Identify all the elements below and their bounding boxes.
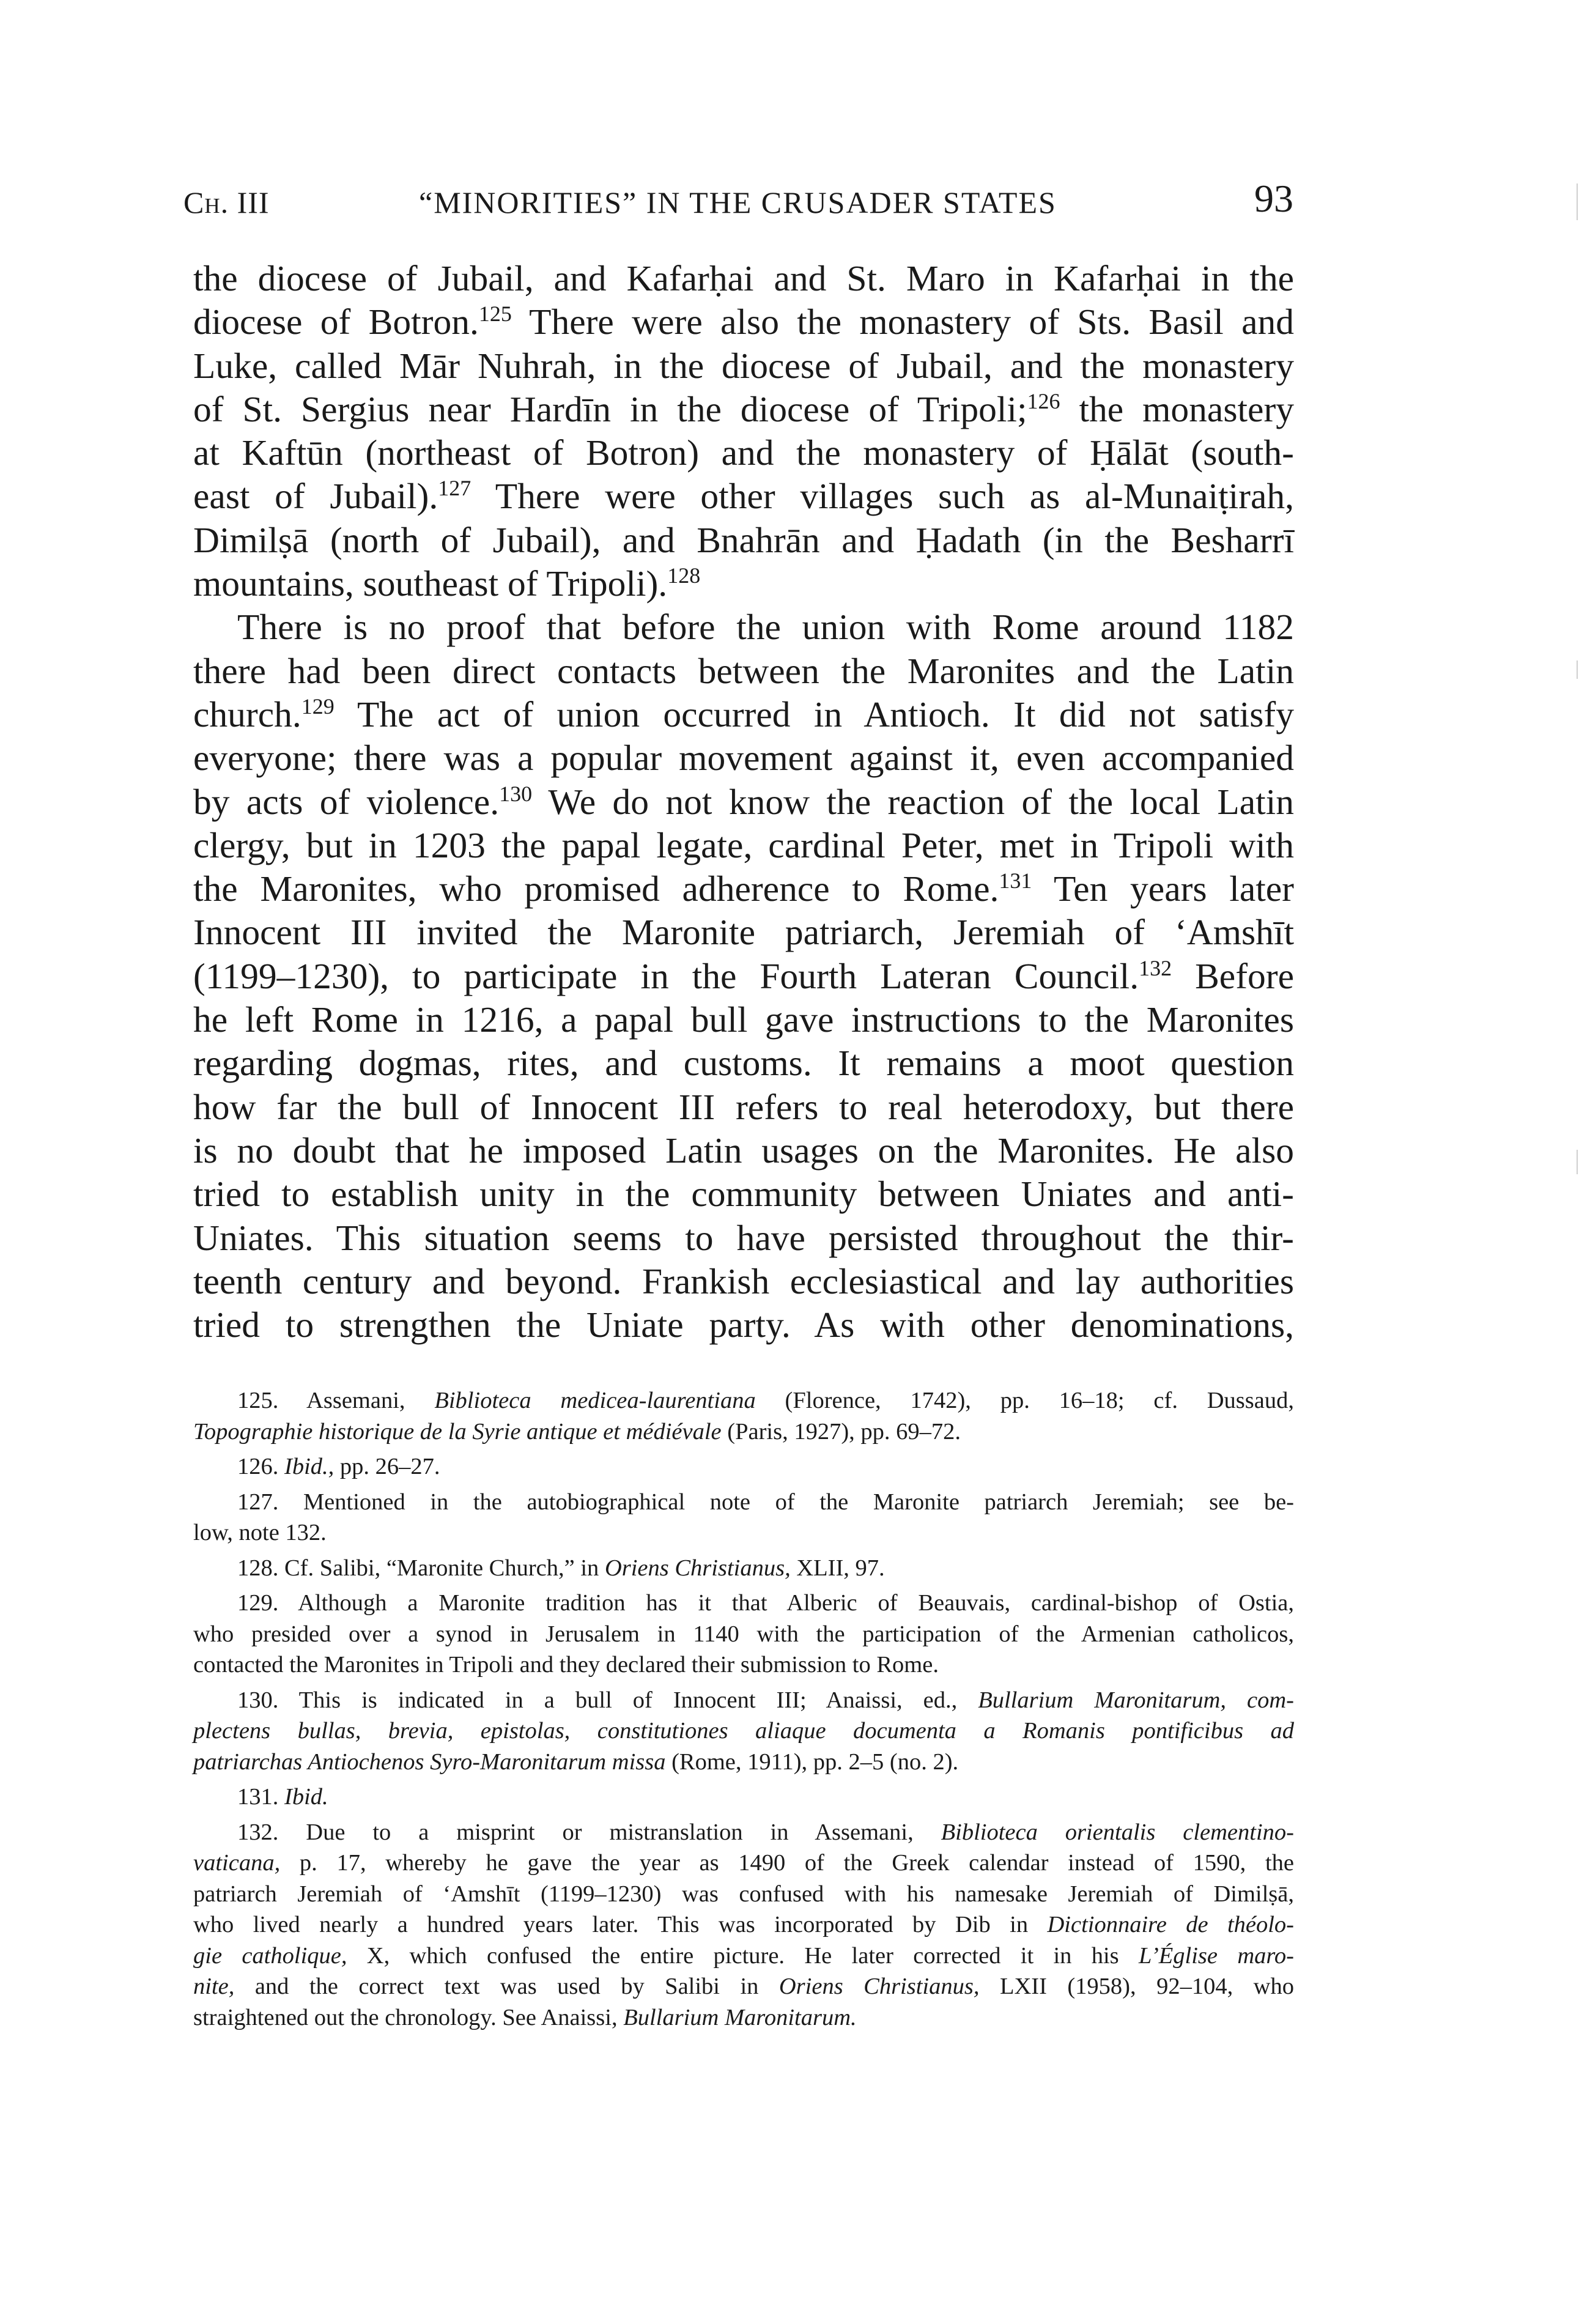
footnote-text: 130. This is indicated in a bull of Innocent III; Anaissi, ed., xyxy=(237,1687,978,1713)
text-line xyxy=(193,1260,1294,1303)
text-run: There were also the monastery of Sts. Basil and xyxy=(511,302,1294,342)
citation-title: Biblioteca medicea-laurentiana xyxy=(434,1388,756,1413)
footnote-text: 128. Cf. Salibi, “Maronite Church,” in xyxy=(237,1555,605,1581)
footnote-text: XLII, 97. xyxy=(790,1555,885,1581)
footnote-spacer xyxy=(193,1549,1294,1553)
citation-title: L’Église maro- xyxy=(1138,1942,1294,1969)
text-run: at Kaftūn (northeast of Botron) and the monastery of Ḥālāt (south- xyxy=(193,432,1294,473)
citation-title: vaticana, xyxy=(193,1850,281,1876)
footnote-text: 125. Assemani, xyxy=(237,1388,435,1413)
text-run: Before xyxy=(1172,955,1294,996)
text-run: Dimilṣā (north of Jubail), and Bnahrān and Ḥadath (in the Besharrī xyxy=(193,519,1294,560)
footnote-text: who presided over a synod in Jerusalem in 1140 with the participation of the Armenian catholicos, xyxy=(193,1621,1294,1647)
footnote-line xyxy=(193,1685,1294,1716)
text-line xyxy=(193,475,1294,518)
text-line xyxy=(193,649,1294,693)
footnote-text: low, note 132. xyxy=(193,1520,327,1545)
citation-title: Bullarium Maronitarum. xyxy=(623,2004,857,2030)
footnote-text: 131. xyxy=(237,1784,284,1810)
footnote-reference[interactable]: 132 xyxy=(1139,955,1172,980)
text-run: regarding dogmas, rites, and customs. It remains a moot question xyxy=(193,1043,1294,1084)
text-run: Innocent III invited the Maronite patriarch, Jeremiah of ‘Amshīt xyxy=(193,912,1294,953)
footnote-line xyxy=(193,1487,1294,1518)
footnote-line xyxy=(193,1817,1294,1848)
text-line xyxy=(193,388,1294,431)
text-run: there had been direct contacts between the Maronites and the Latin xyxy=(193,650,1294,691)
text-run: (1199–1230), to participate in the Fourth Lateran Council. xyxy=(193,955,1139,996)
footnote-line xyxy=(193,1649,1294,1681)
footnote-128 xyxy=(193,1553,1294,1584)
footnote-reference[interactable]: 125 xyxy=(478,302,512,327)
footnote-reference[interactable]: 131 xyxy=(999,868,1032,894)
footnote-spacer xyxy=(193,1583,1294,1588)
footnote-text: 126. xyxy=(237,1454,284,1479)
citation-title: plectens bullas, brevia, epistolas, constitutiones aliaque documenta a Romanis pontificibus ad xyxy=(193,1718,1294,1744)
text-run: of St. Sergius near Hardīn in the diocese of Tripoli; xyxy=(193,388,1027,429)
text-line xyxy=(193,867,1294,911)
footnote-text: pp. 26–27. xyxy=(334,1454,440,1479)
footnote-text: contacted the Maronites in Tripoli and they declared their submission to Rome. xyxy=(193,1652,939,1678)
text-run: the monastery xyxy=(1060,388,1295,429)
page-number: 93 xyxy=(1254,177,1293,220)
footnote-126 xyxy=(193,1451,1294,1482)
footnote-spacer xyxy=(193,1482,1294,1487)
citation-title: nite, xyxy=(193,1974,235,1999)
footnote-spacer xyxy=(193,1813,1294,1817)
footnote-line xyxy=(193,1517,1294,1549)
text-line xyxy=(193,824,1294,867)
footnote-line xyxy=(193,1971,1294,2002)
text-run: church. xyxy=(193,694,301,735)
footnote-line xyxy=(193,1416,1294,1448)
footnote-text: 127. Mentioned in the autobiographical note of the Maronite patriarch Jeremiah; see be- xyxy=(237,1489,1294,1515)
main-text xyxy=(193,257,1294,1347)
footnote-line xyxy=(193,1385,1294,1416)
text-run: he left Rome in 1216, a papal bull gave instructions to the Maronites xyxy=(193,999,1294,1040)
citation-title: Topographie historique de la Syrie antique et médiévale xyxy=(193,1418,722,1445)
text-run: Luke, called Mār Nuhrah, in the diocese of Jubail, and the monastery xyxy=(193,345,1294,386)
text-line xyxy=(193,1303,1294,1347)
text-line xyxy=(193,1172,1294,1216)
text-run: the Maronites, who promised adherence to Rome. xyxy=(193,868,999,909)
text-line xyxy=(193,911,1294,954)
text-line xyxy=(193,562,1294,605)
text-run: Ten years later xyxy=(1032,868,1294,909)
footnote-spacer xyxy=(193,1681,1294,1685)
citation-title: patriarchas Antiochenos Syro-Maronitarum missa xyxy=(193,1749,666,1775)
footnote-131 xyxy=(193,1782,1294,1813)
text-run: tried to establish unity in the community between Uniates and anti- xyxy=(193,1174,1294,1215)
footnote-text: (Rome, 1911), pp. 2–5 (no. 2). xyxy=(665,1749,959,1775)
footnote-reference[interactable]: 130 xyxy=(499,781,533,806)
footnote-line xyxy=(193,1747,1294,1778)
footnote-line xyxy=(193,1715,1294,1747)
text-line xyxy=(193,693,1294,736)
text-line xyxy=(193,998,1294,1042)
footnote-text: X, which confused the entire picture. He later corrected it in his xyxy=(347,1942,1139,1969)
footnote-line xyxy=(193,1553,1294,1584)
chapter-label: Ch. III xyxy=(183,185,270,220)
text-line xyxy=(193,1129,1294,1172)
footnote-125 xyxy=(193,1385,1294,1447)
text-run: east of Jubail). xyxy=(193,476,438,517)
text-line xyxy=(193,1216,1294,1260)
footnote-text: LXII (1958), 92–104, who xyxy=(979,1974,1294,1999)
text-line xyxy=(193,431,1294,475)
footnote-text: and the correct text was used by Salibi in xyxy=(234,1974,779,1999)
text-run: the diocese of Jubail, and Kafarḥai and St. Maro in Kafarḥai in the xyxy=(193,258,1294,298)
footnote-130 xyxy=(193,1685,1294,1778)
text-line xyxy=(193,1086,1294,1129)
citation-title: Dictionnaire de théolo- xyxy=(1047,1912,1295,1937)
footnote-text: who lived nearly a hundred years later. This was incorporated by Dib in xyxy=(193,1912,1048,1937)
text-line xyxy=(193,519,1294,562)
scan-edge-mark xyxy=(1577,1150,1578,1174)
text-run: tried to strengthen the Uniate party. As with other denominations, xyxy=(193,1304,1294,1345)
text-run: everyone; there was a popular movement against it, even accompanied xyxy=(193,738,1294,779)
footnote-line xyxy=(193,1588,1294,1619)
citation-title: Oriens Christianus, xyxy=(778,1974,980,1999)
text-run: The act of union occurred in Antioch. It did not satisfy xyxy=(334,694,1294,735)
footnote-text: 129. Although a Maronite tradition has it that Alberic of Beauvais, cardinal-bishop of Ostia, xyxy=(237,1590,1294,1616)
footnote-reference[interactable]: 126 xyxy=(1027,389,1060,414)
citation-title: Ibid., xyxy=(284,1454,335,1479)
text-line xyxy=(193,736,1294,780)
text-run: Uniates. This situation seems to have persisted throughout the thir- xyxy=(193,1217,1294,1258)
text-line xyxy=(193,780,1294,824)
footnote-reference[interactable]: 128 xyxy=(667,563,701,588)
text-line xyxy=(193,257,1294,300)
scan-edge-mark xyxy=(1577,661,1578,679)
footnote-text: (Paris, 1927), pp. 69–72. xyxy=(721,1418,961,1445)
text-run: diocese of Botron. xyxy=(193,302,479,342)
text-line xyxy=(193,955,1294,998)
text-run: clergy, but in 1203 the papal legate, cardinal Peter, met in Tripoli with xyxy=(193,824,1294,865)
footnote-reference[interactable]: 127 xyxy=(438,476,471,501)
citation-title: Ibid. xyxy=(284,1784,328,1810)
footnote-text: patriarch Jeremiah of ‘Amshīt (1199–1230) was confused with his namesake Jeremiah of Dimilṣā, xyxy=(193,1881,1294,1907)
citation-title: Biblioteca orientalis clementino- xyxy=(941,1819,1294,1845)
text-run: by acts of violence. xyxy=(193,781,500,822)
footnote-text: 132. Due to a misprint or mistranslation in Assemani, xyxy=(237,1819,941,1845)
footnote-line xyxy=(193,1782,1294,1813)
footnote-line xyxy=(193,1619,1294,1650)
citation-title: Bullarium Maronitarum, com- xyxy=(978,1687,1294,1713)
footnote-132 xyxy=(193,1817,1294,2033)
footnote-line xyxy=(193,1848,1294,1879)
footnote-spacer xyxy=(193,1447,1294,1451)
footnote-line xyxy=(193,2002,1294,2033)
text-line xyxy=(193,300,1294,344)
text-run: how far the bull of Innocent III refers to real heterodoxy, but there xyxy=(193,1086,1294,1127)
footnote-text: straightened out the chronology. See Anaissi, xyxy=(193,2004,624,2030)
text-run: teenth century and beyond. Frankish ecclesiastical and lay authorities xyxy=(193,1260,1294,1301)
citation-title: gie catholique, xyxy=(193,1942,347,1969)
footnote-line xyxy=(193,1941,1294,1972)
footnote-127 xyxy=(193,1487,1294,1549)
footnote-reference[interactable]: 129 xyxy=(301,694,335,719)
footnote-line xyxy=(193,1451,1294,1482)
footnote-text: (Florence, 1742), pp. 16–18; cf. Dussaud, xyxy=(755,1388,1294,1413)
citation-title: Oriens Christianus, xyxy=(604,1555,791,1581)
footnote-line xyxy=(193,1879,1294,1910)
footnote-129 xyxy=(193,1588,1294,1681)
scan-edge-mark xyxy=(1577,183,1578,220)
text-run: is no doubt that he imposed Latin usages on the Maronites. He also xyxy=(193,1130,1294,1171)
footnote-text: p. 17, whereby he gave the year as 1490 of the Greek calendar instead of 1590, the xyxy=(280,1850,1294,1876)
footnote-line xyxy=(193,1909,1294,1941)
text-run: mountains, southeast of Tripoli). xyxy=(193,563,668,604)
text-line xyxy=(193,344,1294,388)
footnote-spacer xyxy=(193,1777,1294,1782)
text-line xyxy=(193,605,1294,649)
text-line xyxy=(193,1042,1294,1085)
running-title: “MINORITIES” IN THE CRUSADER STATES xyxy=(419,185,1057,220)
text-run: There is no proof that before the union with Rome around 1182 xyxy=(237,607,1294,648)
text-run: There were other villages such as al-Munaiṭirah, xyxy=(471,476,1294,517)
text-run: We do not know the reaction of the local Latin xyxy=(532,781,1294,822)
footnotes xyxy=(193,1385,1294,2033)
